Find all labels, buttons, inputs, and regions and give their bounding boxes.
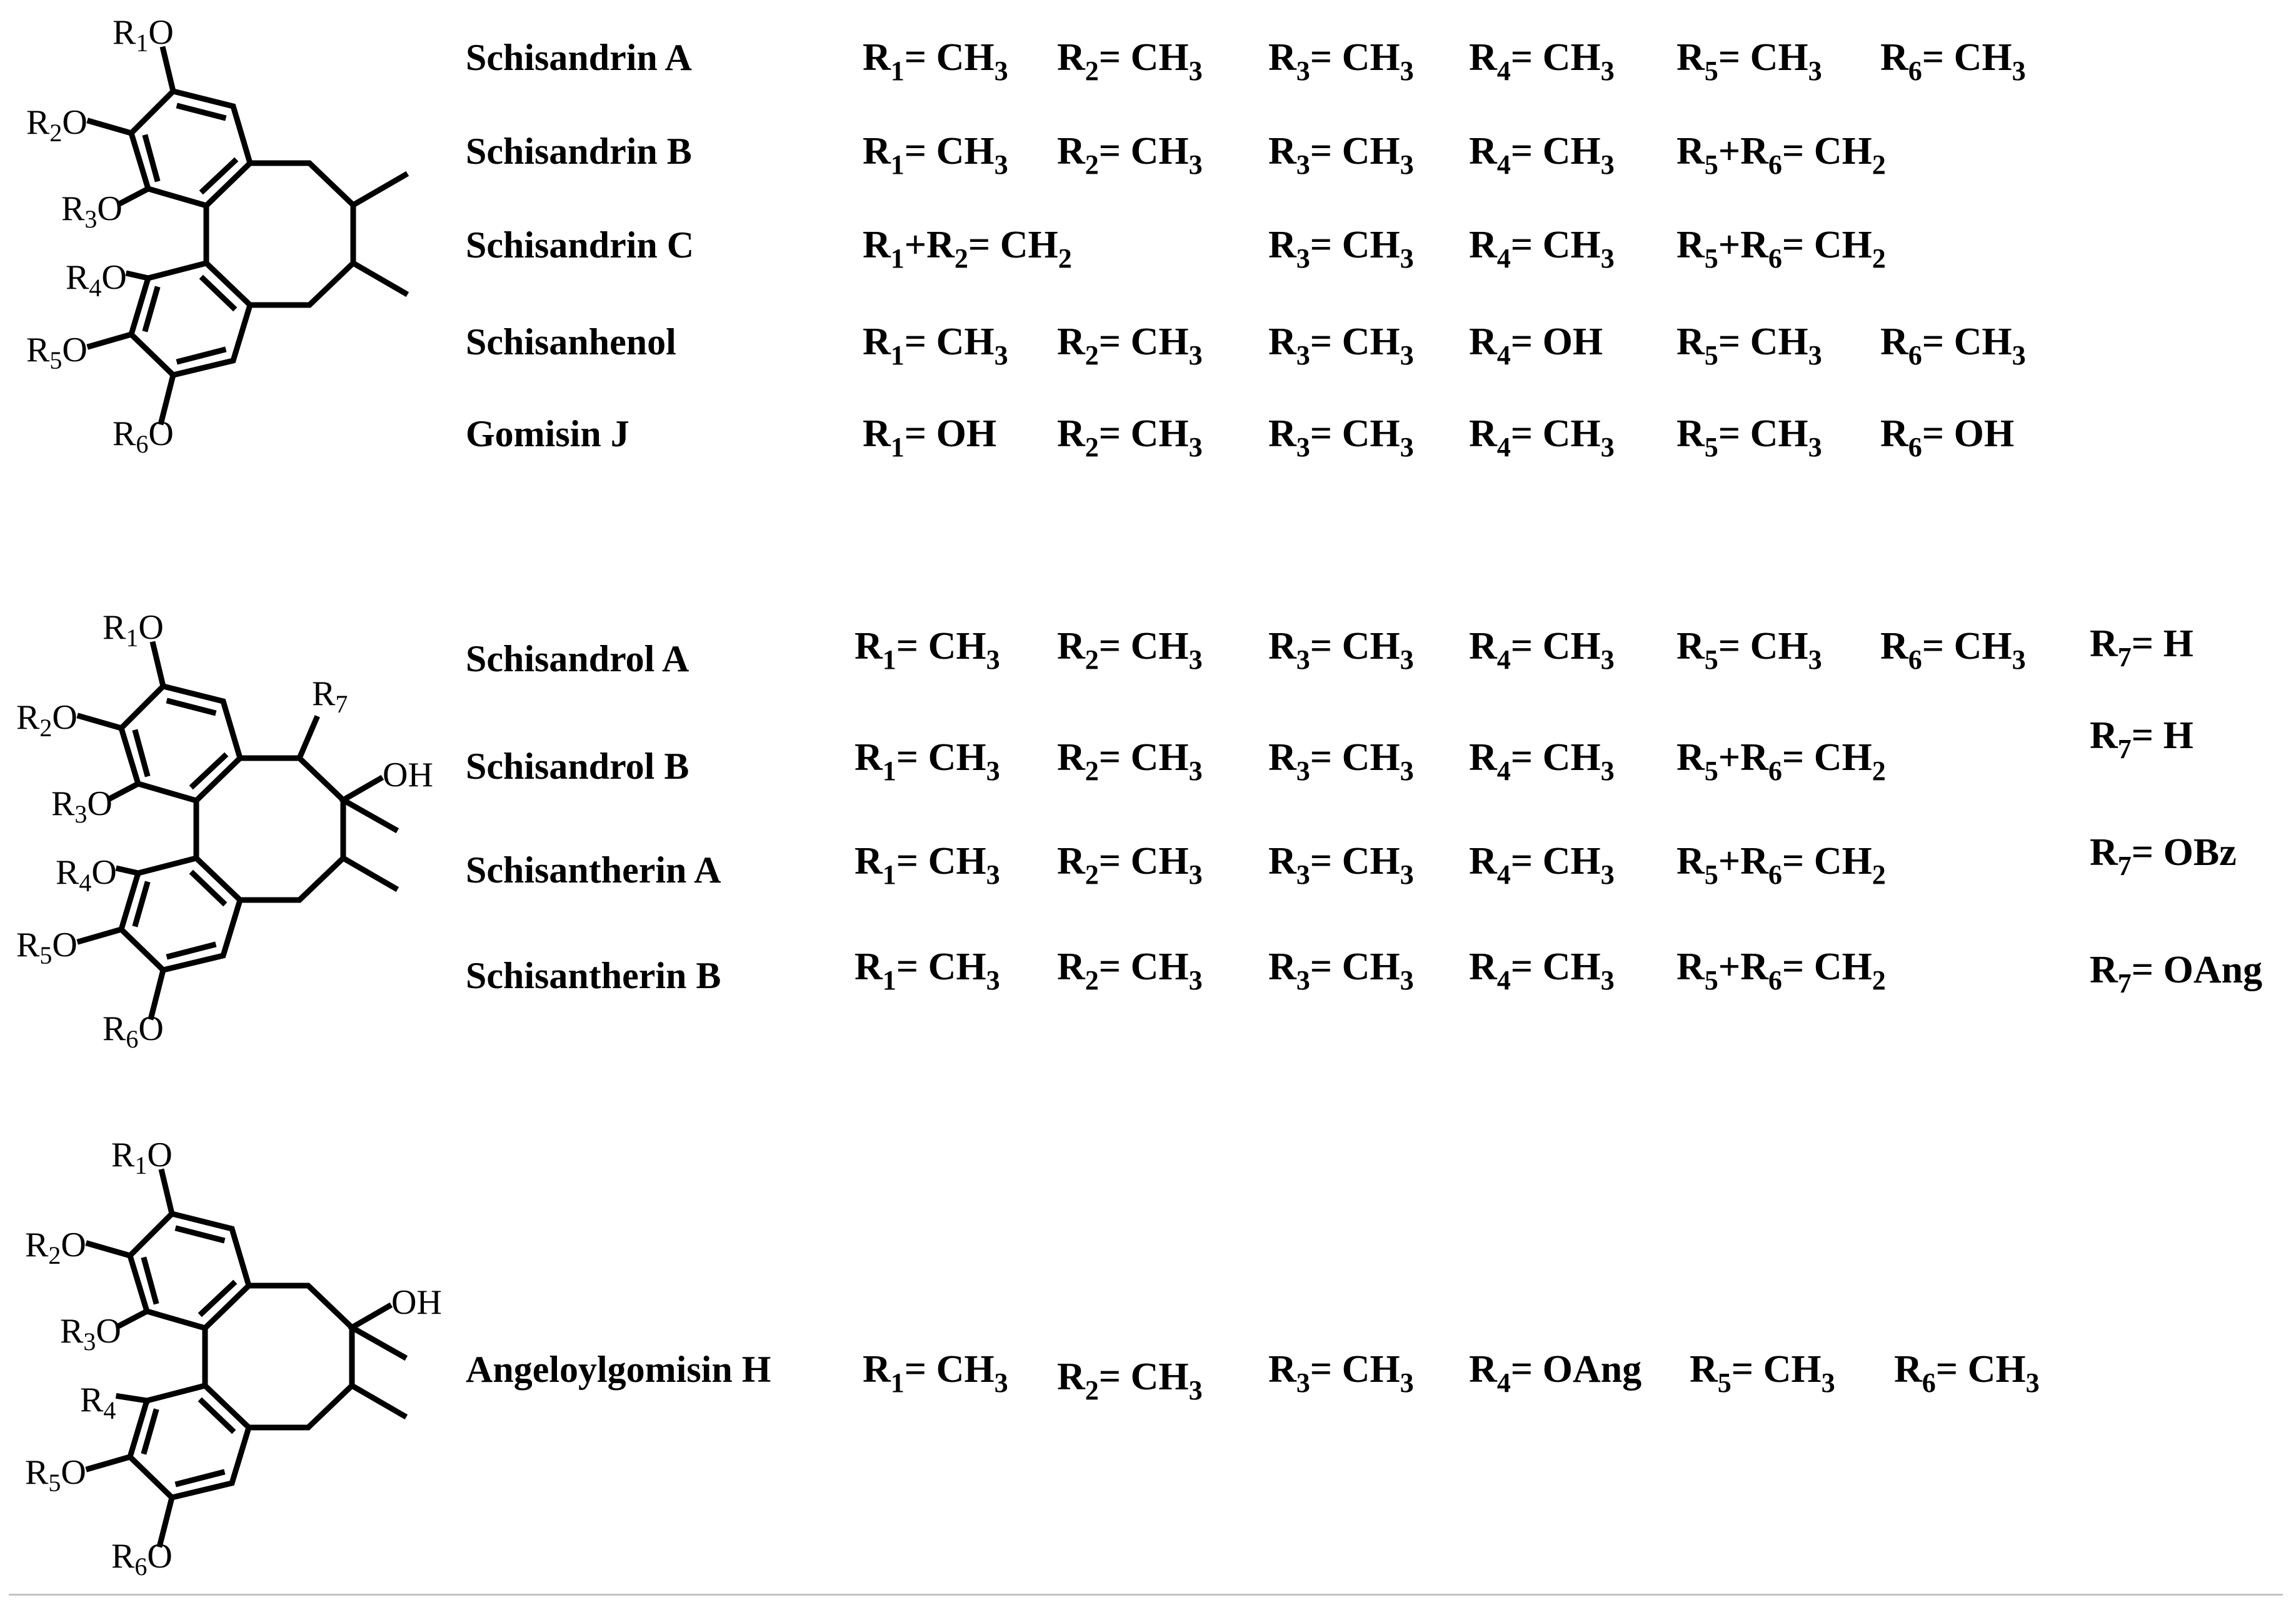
substituent-r7: $R_7= H$ <box>2090 714 2193 764</box>
substituent-r4: $R_4= CH_3$ <box>1469 625 1615 675</box>
label-r6o: $R_6O$ <box>113 414 174 458</box>
compound-name: Schisantherin A <box>466 849 721 891</box>
compound-row <box>0 409 2296 478</box>
substituent-r3: $R_3= CH_3$ <box>1268 1348 1414 1398</box>
substituent-r4: $R_4= CH_3$ <box>1469 36 1615 86</box>
label-oh: OH <box>391 1283 442 1322</box>
substituent-r2: $R_2= CH_3$ <box>1057 736 1203 786</box>
substituent-r2: $R_2= CH_3$ <box>1057 1356 1203 1406</box>
label-r4o: $R_4O$ <box>66 258 127 302</box>
substituent-r5: $R_5= CH_3$ <box>1690 1348 1835 1398</box>
substituent-r6: $R_6= CH_3$ <box>1880 625 2026 675</box>
substituent-r5: $R_5+R_6= CH_2$ <box>1677 736 1886 786</box>
label-r5o: $R_5O$ <box>25 1453 86 1497</box>
compound-name: Schisanhenol <box>466 321 676 362</box>
substituent-r1: $R_1= CH_3$ <box>855 736 1000 786</box>
compound-name: Schisantherin B <box>466 955 721 996</box>
substituent-r4: $R_4=$ OAng <box>1469 1348 1642 1398</box>
substituent-r2: $R_2= CH_3$ <box>1057 625 1203 675</box>
substituent-r2: $R_2= CH_3$ <box>1057 412 1203 462</box>
substituent-r5: $R_5+R_6= CH_2$ <box>1677 946 1886 996</box>
substituent-r3: $R_3= CH_3$ <box>1268 36 1414 86</box>
label-r4o: $R_4O$ <box>56 853 117 897</box>
substituent-r2: $R_2= CH_3$ <box>1057 946 1203 996</box>
substituent-r5: $R_5+R_6= CH_2$ <box>1677 224 1886 274</box>
substituent-r5: $R_5+R_6= CH_2$ <box>1677 840 1886 890</box>
compound-name: Schisandrin B <box>466 131 692 172</box>
substituent-r1: $R_1= CH_3$ <box>855 625 1000 675</box>
compound-row <box>0 622 2296 694</box>
substituent-r4: $R_4= CH_3$ <box>1469 412 1615 462</box>
compound-name: Angeloylgomisin H <box>466 1349 771 1390</box>
substituent-r1: $R_1= CH_3$ <box>863 1348 1008 1398</box>
label-oh: OH <box>383 756 433 794</box>
label-r5o: $R_5O$ <box>26 331 88 374</box>
label-r4: $R_4$ <box>80 1381 116 1424</box>
substituent-r3: $R_3= CH_3$ <box>1268 224 1414 274</box>
substituent-r2: $R_2= CH_3$ <box>1057 321 1203 371</box>
label-r2o: $R_2O$ <box>16 698 78 742</box>
substituent-r3: $R_3= CH_3$ <box>1268 130 1414 180</box>
compound-name: Schisandrin A <box>466 37 692 78</box>
substituent-r6: $R_6=$ OH <box>1880 412 2015 462</box>
label-r5o: $R_5O$ <box>16 926 78 969</box>
substituent-r3: $R_3= CH_3$ <box>1268 625 1414 675</box>
substituent-r1: $R_1= CH_3$ <box>863 36 1008 86</box>
substituent-r1: $R_1= CH_3$ <box>855 840 1000 890</box>
label-r3o: $R_3O$ <box>61 189 123 233</box>
label-r6o: $R_6O$ <box>103 1009 164 1053</box>
label-r2o: $R_2O$ <box>26 103 88 147</box>
label-r1o: $R_1O$ <box>113 13 174 57</box>
compound-name: Schisandrol A <box>466 638 689 679</box>
substituent-r4: $R_4= CH_3$ <box>1469 736 1615 786</box>
substituent-r1: $R_1=$ OH <box>863 412 997 462</box>
compound-row <box>0 831 2296 905</box>
compound-name: Schisandrol B <box>466 746 689 787</box>
label-r2o: $R_2O$ <box>25 1226 86 1269</box>
substituent-r6: $R_6= CH_3$ <box>1880 321 2026 371</box>
compound-row <box>0 1344 2296 1413</box>
compound-row <box>0 32 2296 101</box>
substituent-r7: $R_7= H$ <box>2090 622 2193 672</box>
substituent-r1: $R_1= CH_3$ <box>855 946 1000 996</box>
substituent-r4: $R_4= CH_3$ <box>1469 840 1615 890</box>
label-r6o: $R_6O$ <box>111 1537 173 1581</box>
substituent-r4: $R_4= CH_3$ <box>1469 946 1615 996</box>
substituent-r2: $R_2= CH_3$ <box>1057 130 1203 180</box>
substituent-r1: $R_1+R_2= CH_2$ <box>863 224 1072 274</box>
substituent-r3: $R_3= CH_3$ <box>1268 412 1414 462</box>
compound-name: Gomisin J <box>466 413 629 454</box>
substituent-r5: $R_5= CH_3$ <box>1677 36 1822 86</box>
substituent-r6: $R_6= CH_3$ <box>1894 1348 2040 1398</box>
substituent-r5: $R_5= CH_3$ <box>1677 412 1822 462</box>
compound-row <box>0 126 2296 195</box>
label-r1o: $R_1O$ <box>103 608 164 652</box>
substituent-r4: $R_4= CH_3$ <box>1469 224 1615 274</box>
substituent-r3: $R_3= CH_3$ <box>1268 946 1414 996</box>
substituent-r3: $R_3= CH_3$ <box>1268 840 1414 890</box>
substituent-r3: $R_3= CH_3$ <box>1268 736 1414 786</box>
substituent-r5: $R_5+R_6= CH_2$ <box>1677 130 1886 180</box>
substituent-r2: $R_2= CH_3$ <box>1057 36 1203 86</box>
label-r7: $R_7$ <box>312 674 348 718</box>
compound-row <box>0 942 2296 1011</box>
substituent-r5: $R_5= CH_3$ <box>1677 321 1822 371</box>
compound-row <box>0 220 2296 289</box>
label-r1o: $R_1O$ <box>111 1136 173 1179</box>
substituent-r7: $R_7=$ OBz <box>2090 831 2237 881</box>
compound-name: Schisandrin C <box>466 224 694 266</box>
label-r3o: $R_3O$ <box>51 784 113 828</box>
substituent-r7: $R_7=$ OAng <box>2090 949 2263 999</box>
substituent-r5: $R_5= CH_3$ <box>1677 625 1822 675</box>
label-r3o: $R_3O$ <box>60 1312 121 1356</box>
substituent-r1: $R_1= CH_3$ <box>863 321 1008 371</box>
bottom-divider <box>9 1594 2283 1596</box>
substituent-r4: $R_4=$ OH <box>1469 321 1603 371</box>
substituent-r6: $R_6= CH_3$ <box>1880 36 2026 86</box>
substituent-r2: $R_2= CH_3$ <box>1057 840 1203 890</box>
substituent-r1: $R_1= CH_3$ <box>863 130 1008 180</box>
substituent-r3: $R_3= CH_3$ <box>1268 321 1414 371</box>
compound-row <box>0 317 2296 386</box>
substituent-r4: $R_4= CH_3$ <box>1469 130 1615 180</box>
